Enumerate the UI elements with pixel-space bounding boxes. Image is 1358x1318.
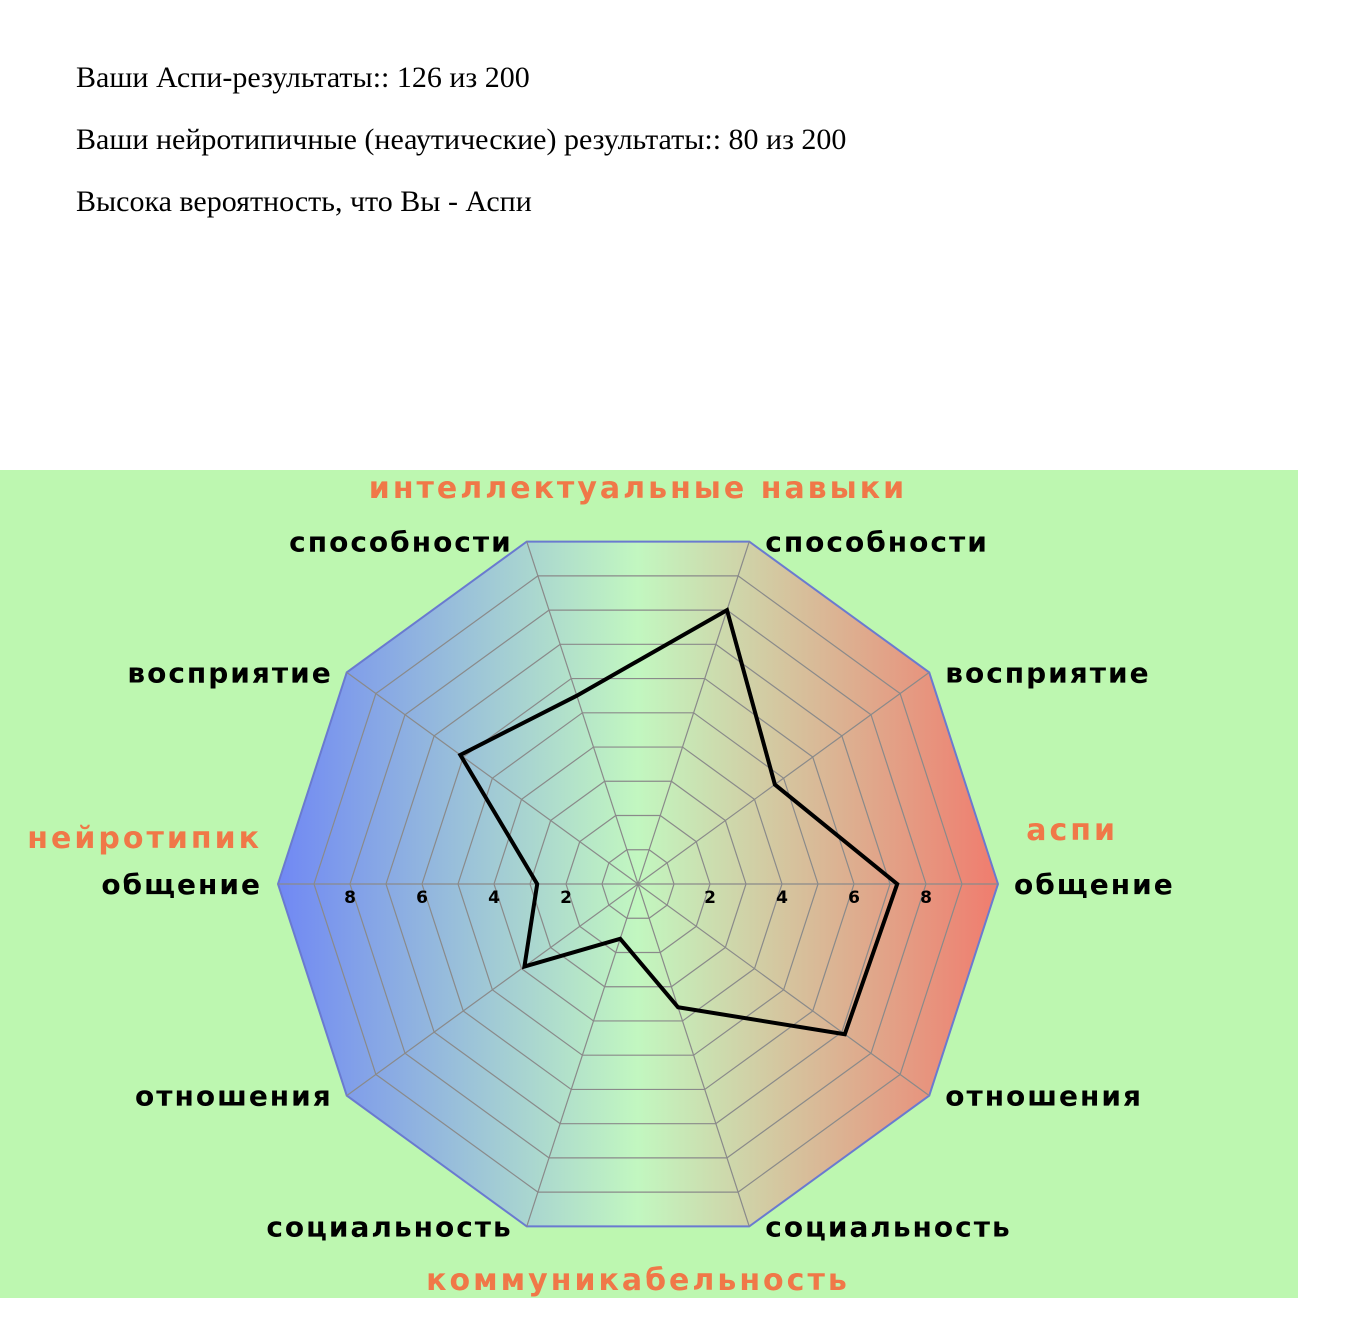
axis-label-left: отношения: [135, 1079, 333, 1113]
category-label-right: аспи: [1026, 813, 1118, 848]
axis-label-right: восприятие: [945, 656, 1151, 690]
category-label-bottom: коммуникабельность: [426, 1263, 850, 1298]
axis-tick-label: 2: [560, 888, 572, 908]
conclusion-text: Высока вероятность, что Вы - Аспи: [76, 185, 532, 218]
axis-label-left: способности: [289, 525, 513, 559]
data-point: [619, 937, 622, 940]
radar-chart-panel: [0, 470, 1298, 1298]
axis-label-left: восприятие: [127, 656, 333, 690]
axis-label-right: социальность: [765, 1210, 1012, 1244]
category-label-top: интеллектуальные навыки: [368, 471, 908, 506]
axis-tick-label: 4: [488, 888, 500, 908]
data-point: [725, 609, 728, 612]
axis-tick-label: 8: [920, 888, 932, 908]
data-point: [459, 753, 462, 756]
axis-label-right: способности: [765, 525, 989, 559]
axis-tick-label: 2: [704, 888, 716, 908]
axis-label-left: социальность: [266, 1210, 513, 1244]
radar-chart: [0, 470, 1298, 1298]
data-point: [575, 694, 578, 697]
axis-tick-label: 8: [344, 888, 356, 908]
data-point: [523, 965, 526, 968]
axis-label-right: отношения: [945, 1079, 1143, 1113]
data-point: [896, 883, 899, 886]
data-point: [677, 1006, 680, 1009]
category-label-left: нейротипик: [27, 821, 262, 856]
data-point: [536, 883, 539, 886]
axis-label-right: общение: [1014, 868, 1175, 901]
data-point: [843, 1033, 846, 1036]
axis-tick-label: 6: [416, 888, 428, 908]
axis-tick-label: 4: [776, 888, 788, 908]
axis-label-left: общение: [101, 868, 262, 901]
axis-tick-label: 6: [848, 888, 860, 908]
aspie-score-text: Ваши Аспи-результаты:: 126 из 200: [76, 61, 530, 94]
neurotypical-score-text: Ваши нейротипичные (неаутические) результаты:: 80 из 200: [76, 123, 847, 156]
data-point: [773, 783, 776, 786]
